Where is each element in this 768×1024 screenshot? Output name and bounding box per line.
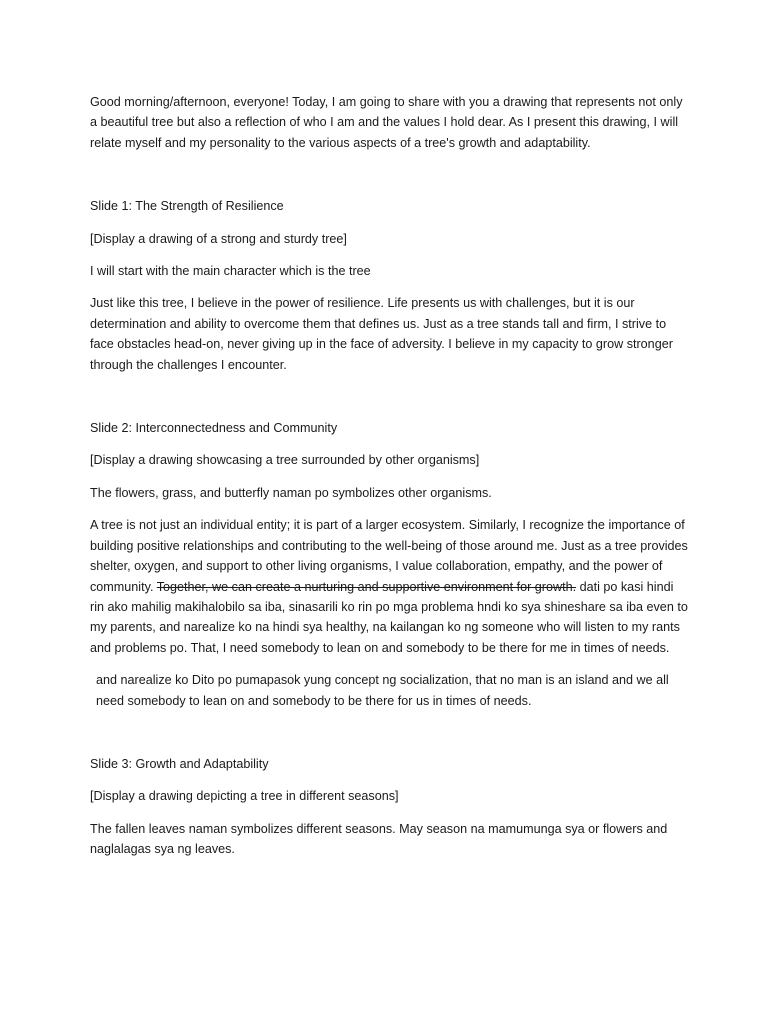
slide2-display-note: [Display a drawing showcasing a tree surrounded by other organisms]: [90, 453, 480, 468]
slide2-body: [90, 515, 690, 658]
slide2-intro-note: The flowers, grass, and butterfly naman po symbolizes other organisms.: [90, 485, 492, 500]
slide2-body-end: dati po kasi hindi rin ako mahilig makihalobilo sa iba, sinasarili ko rin po mga problema hndi ko sya shineshare sa iba even to my parents, and narealize ko na hindi sya healthy, na kailangan ko ng someone who will listen to my rants and problems po. That, I need somebody to lean on and somebody to be there for me in times of needs.: [90, 579, 688, 655]
intro-paragraph: Good morning/afternoon, everyone! Today, I am going to share with you a drawing that represents not only a beautiful tree but also a reflection of who I am and the values I hold dear. As I present this drawing, I will relate myself and my personality to the various aspects of a tree's growth and adaptability.: [90, 95, 683, 150]
slide1-display-note: [Display a drawing of a strong and sturdy tree]: [90, 231, 347, 246]
slide2-title: Slide 2: Interconnectedness and Community: [90, 421, 338, 436]
slide1-intro-note: I will start with the main character which is the tree: [90, 264, 371, 279]
document-page: [90, 92, 690, 860]
slide1-body: Just like this tree, I believe in the power of resilience. Life presents us with challenges, but it is our determination and ability to overcome them that defines us. Just as a tree stands tall and firm, I strive to face obstacles head-on, never giving up in the face of adversity. I believe in my capacity to grow stronger through the challenges I encounter.: [90, 296, 673, 372]
slide3-display-note: [Display a drawing depicting a tree in different seasons]: [90, 789, 399, 804]
slide2-followup: and narealize ko Dito po pumapasok yung concept ng socialization, that no man is an island and we all need somebody to lean on and somebody to be there for us in times of needs.: [96, 673, 669, 708]
slide2-body-start: A tree is not just an individual entity; it is part of a larger ecosystem. Similarly, I recognize the importance of building positive relationships and contributing to the well-being of those around me. Just as a tree provides shelter, oxygen, and support to other living organisms, I value collaboration, empathy, and the power of community.: [90, 518, 688, 594]
slide3-title: Slide 3: Growth and Adaptability: [90, 756, 269, 771]
slide1-title: Slide 1: The Strength of Resilience: [90, 199, 284, 214]
slide3-intro-note: The fallen leaves naman symbolizes different seasons. May season na mamumunga sya or flowers and naglalagas sya ng leaves.: [90, 821, 668, 857]
slide2-body-struck: Together, we can create a nurturing and supportive environment for growth.: [156, 579, 577, 594]
